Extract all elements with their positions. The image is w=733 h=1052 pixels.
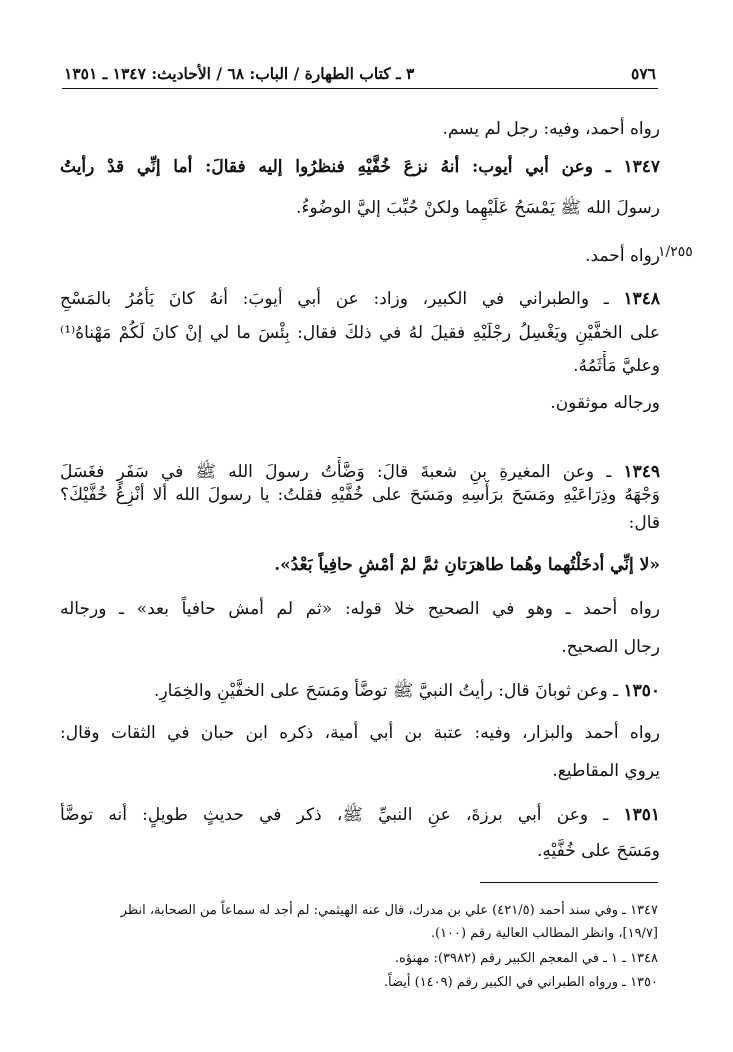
margin-reference: ١/٢٥٥ <box>658 244 693 260</box>
hadith-1351-line: ١٣٥١ ـ وعن أبي برزةَ، عنِ النبيِّ ﷺ، ذكر في حديثٍ طويلٍ: أنه توضَّأ <box>60 805 660 825</box>
text-line: رواه أحمد ـ وهو في الصحيح خلا قوله: «ثم لم أمش حافياً بعد» ـ ورجاله <box>60 599 660 619</box>
text-line: رسولَ الله ﷺ يَمْسَحُ عَلَيْهِما ولكنْ حُبِّبَ إليَّ الوضُوءُ. <box>296 198 660 218</box>
hadith-1347-line: ١٣٤٧ ـ وعن أبي أيوب: أنهُ نزعَ خُفَّيْهِ فنظرُوا إليه فقالَ: أما إنِّي قدْ رأيتُ <box>60 157 660 177</box>
text-line: ومَسَحَ على خُفَّيْهِ. <box>537 841 660 861</box>
footnote-line: [١٩/٧]، وانظر المطالب العالية رقم (١٠٠). <box>430 926 658 941</box>
footnote-separator <box>480 882 658 883</box>
text-line: وَجْهَهُ وذِرَاعَيْهِ ومَسَحَ برَأْسِهِ ومَسَحَ على خُفَّيْهِ فقلتُ: يا رسولَ الله ألا أنْزِعُ خُفَّيْكَ؟ <box>60 485 660 505</box>
page-number: ٥٧٦ <box>631 64 656 83</box>
text-line: ورجاله موثقون. <box>550 393 660 413</box>
footnote-line: ١٣٤٨ ـ ١ ـ في المعجم الكبير رقم (٣٩٨٢): مهنؤه. <box>394 951 658 966</box>
quoted-saying: «لا إنِّي أدخَلْتُهما وهُما طاهرَتانِ ثمَّ لمْ أمْشِ حافِياً بَعْدُ». <box>274 555 660 575</box>
hadith-1349-line: ١٣٤٩ ـ وعن المغيرةِ بنِ شعبةَ قالَ: وَضَّأْتُ رسولَ الله ﷺ في سَفَرٍ فغَسَلَ <box>60 462 660 482</box>
running-title: ٣ ـ كتاب الطهارة / الباب: ٦٨ / الأحاديث: ١٣٤٧ ـ ١٣٥١ <box>64 64 415 83</box>
text-line: رجال الصحيح. <box>561 637 660 657</box>
hadith-number: ١٣٤٩ <box>623 462 660 482</box>
hadith-1348-line: ١٣٤٨ ـ والطبراني في الكبير، وزاد: عن أبي أيوبَ: أنهُ كانَ يَأمُرُ بالمَسْحِ <box>60 289 660 309</box>
text-line: رواه أحمد والبزار، وفيه: عتبة بن أبي أمية، ذكره ابن حبان في الثقات وقال: <box>60 723 660 743</box>
hadith-number: ١٣٥٠ <box>623 681 660 701</box>
footnote-line: ١٣٤٧ ـ وفي سند أحمد (٤٢١/٥) علي بن مدرك، قال عنه الهيثمي: لم أجد له سماعاً من الصحابة، انظر <box>120 903 658 918</box>
text-line: قال: <box>628 513 660 533</box>
text-line: يروي المقاطيع. <box>552 761 660 781</box>
hadith-number: ١٣٥١ <box>623 805 660 825</box>
hadith-1350-line: ١٣٥٠ ـ وعن ثوبانَ قال: رأيتُ النبيَّ ﷺ توضَّأ ومَسَحَ على الخفَّيْنِ والخِمَارِ. <box>154 681 660 701</box>
hadith-number: ١٣٤٨ <box>623 289 660 309</box>
text-line: على الخفَّيْنِ ويَغْسِلُ رجْلَيْهِ فقيلَ لهُ في ذلكَ فقال: بِئْسَ ما لي إنْ كانَ لَكُمْ مَهْناهُ⁽¹⁾ <box>60 323 660 343</box>
text-line: رواه أحمد، وفيه: رجل لم يسم. <box>442 119 660 139</box>
text-line: رواه أحمد. <box>585 246 660 266</box>
footnote-line: ١٣٥٠ ـ ورواه الطبراني في الكبير رقم (١٤٠٩) أيضاً. <box>383 975 658 990</box>
hadith-number: ١٣٤٧ <box>623 157 660 177</box>
text-line: وعليَّ مَأْثَمُهُ. <box>573 356 660 376</box>
running-header <box>62 60 658 89</box>
